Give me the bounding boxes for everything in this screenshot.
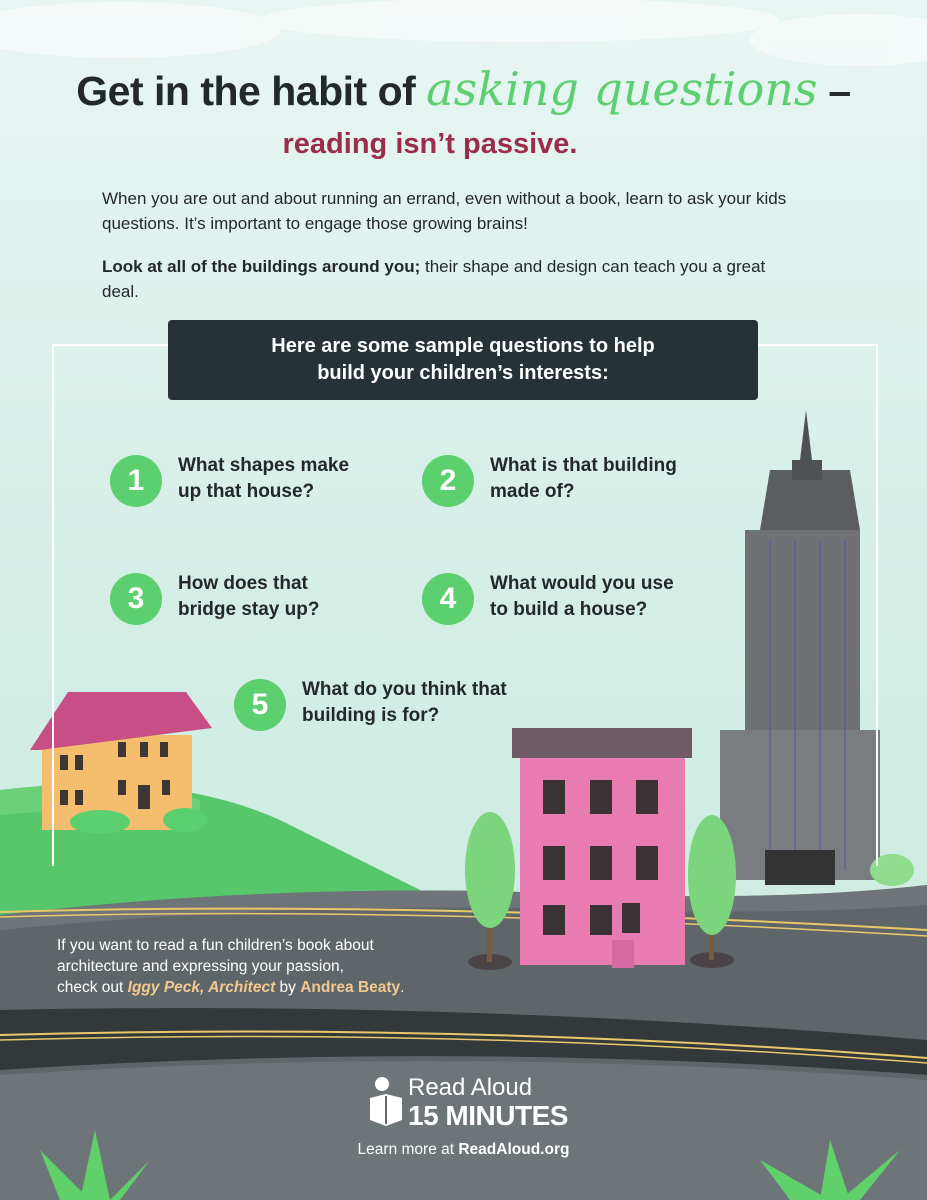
book-by: by (275, 979, 301, 996)
question-item (110, 453, 410, 513)
logo-text-15-minutes: 15 MINUTES (408, 1100, 568, 1131)
question-number-badge: 5 (234, 679, 286, 731)
question-item (422, 571, 722, 631)
question-line: What is that building (490, 455, 677, 476)
logo-text-read-aloud: Read Aloud (408, 1074, 533, 1101)
book-recommendation (57, 935, 477, 998)
question-line: up that house? (178, 481, 315, 502)
question-line: building is for? (302, 705, 440, 726)
headline-accent: asking questions (426, 62, 818, 116)
book-line (57, 977, 477, 998)
headline (0, 62, 927, 116)
questions-banner-line1: Here are some sample questions to help (271, 335, 655, 357)
question-number-badge: 3 (110, 573, 162, 625)
book-line: architecture and expressing your passion, (57, 958, 344, 975)
question-number-badge: 2 (422, 455, 474, 507)
buildings-paragraph (102, 254, 802, 304)
question-text (490, 571, 674, 623)
headline-suffix: – (817, 68, 851, 114)
headline-prefix: Get in the habit of (76, 68, 416, 114)
question-item (110, 571, 410, 631)
question-line: to build a house? (490, 599, 648, 620)
book-title[interactable]: Iggy Peck, Architect (127, 979, 276, 996)
question-line: What shapes make (178, 455, 350, 476)
buildings-paragraph-bold: Look at all of the buildings around you; (102, 257, 421, 276)
question-line: How does that (178, 573, 308, 594)
question-item (422, 453, 722, 513)
subheadline: reading isn’t passive. (282, 128, 578, 160)
questions-banner (168, 320, 758, 400)
questions-banner-line2: build your children’s interests: (317, 362, 609, 384)
question-text (178, 571, 319, 623)
learn-more (0, 1141, 927, 1159)
question-line: What do you think that (302, 679, 507, 700)
book-line: If you want to read a fun children’s book about (57, 937, 374, 954)
question-text (178, 453, 349, 505)
question-item (234, 677, 534, 737)
question-number-badge: 4 (422, 573, 474, 625)
question-line: What would you use (490, 573, 674, 594)
question-number-badge: 1 (110, 455, 162, 507)
question-line: bridge stay up? (178, 599, 320, 620)
book-end: . (400, 979, 405, 996)
buildings-paragraph-rest: their shape and design can teach you a great deal. (102, 257, 766, 301)
intro-paragraph: When you are out and about running an errand, even without a book, learn to ask your kids questions. It’s important to engage those growing brains! (102, 189, 787, 233)
question-line: made of? (490, 481, 575, 502)
book-line-prefix: check out (57, 979, 128, 996)
question-text (490, 453, 677, 505)
question-text (302, 677, 507, 729)
website-link[interactable]: ReadAloud.org (458, 1141, 570, 1158)
learn-more-prefix: Learn more at (357, 1141, 459, 1158)
read-aloud-logo-icon (368, 1076, 404, 1132)
book-author: Andrea Beaty (300, 979, 401, 996)
